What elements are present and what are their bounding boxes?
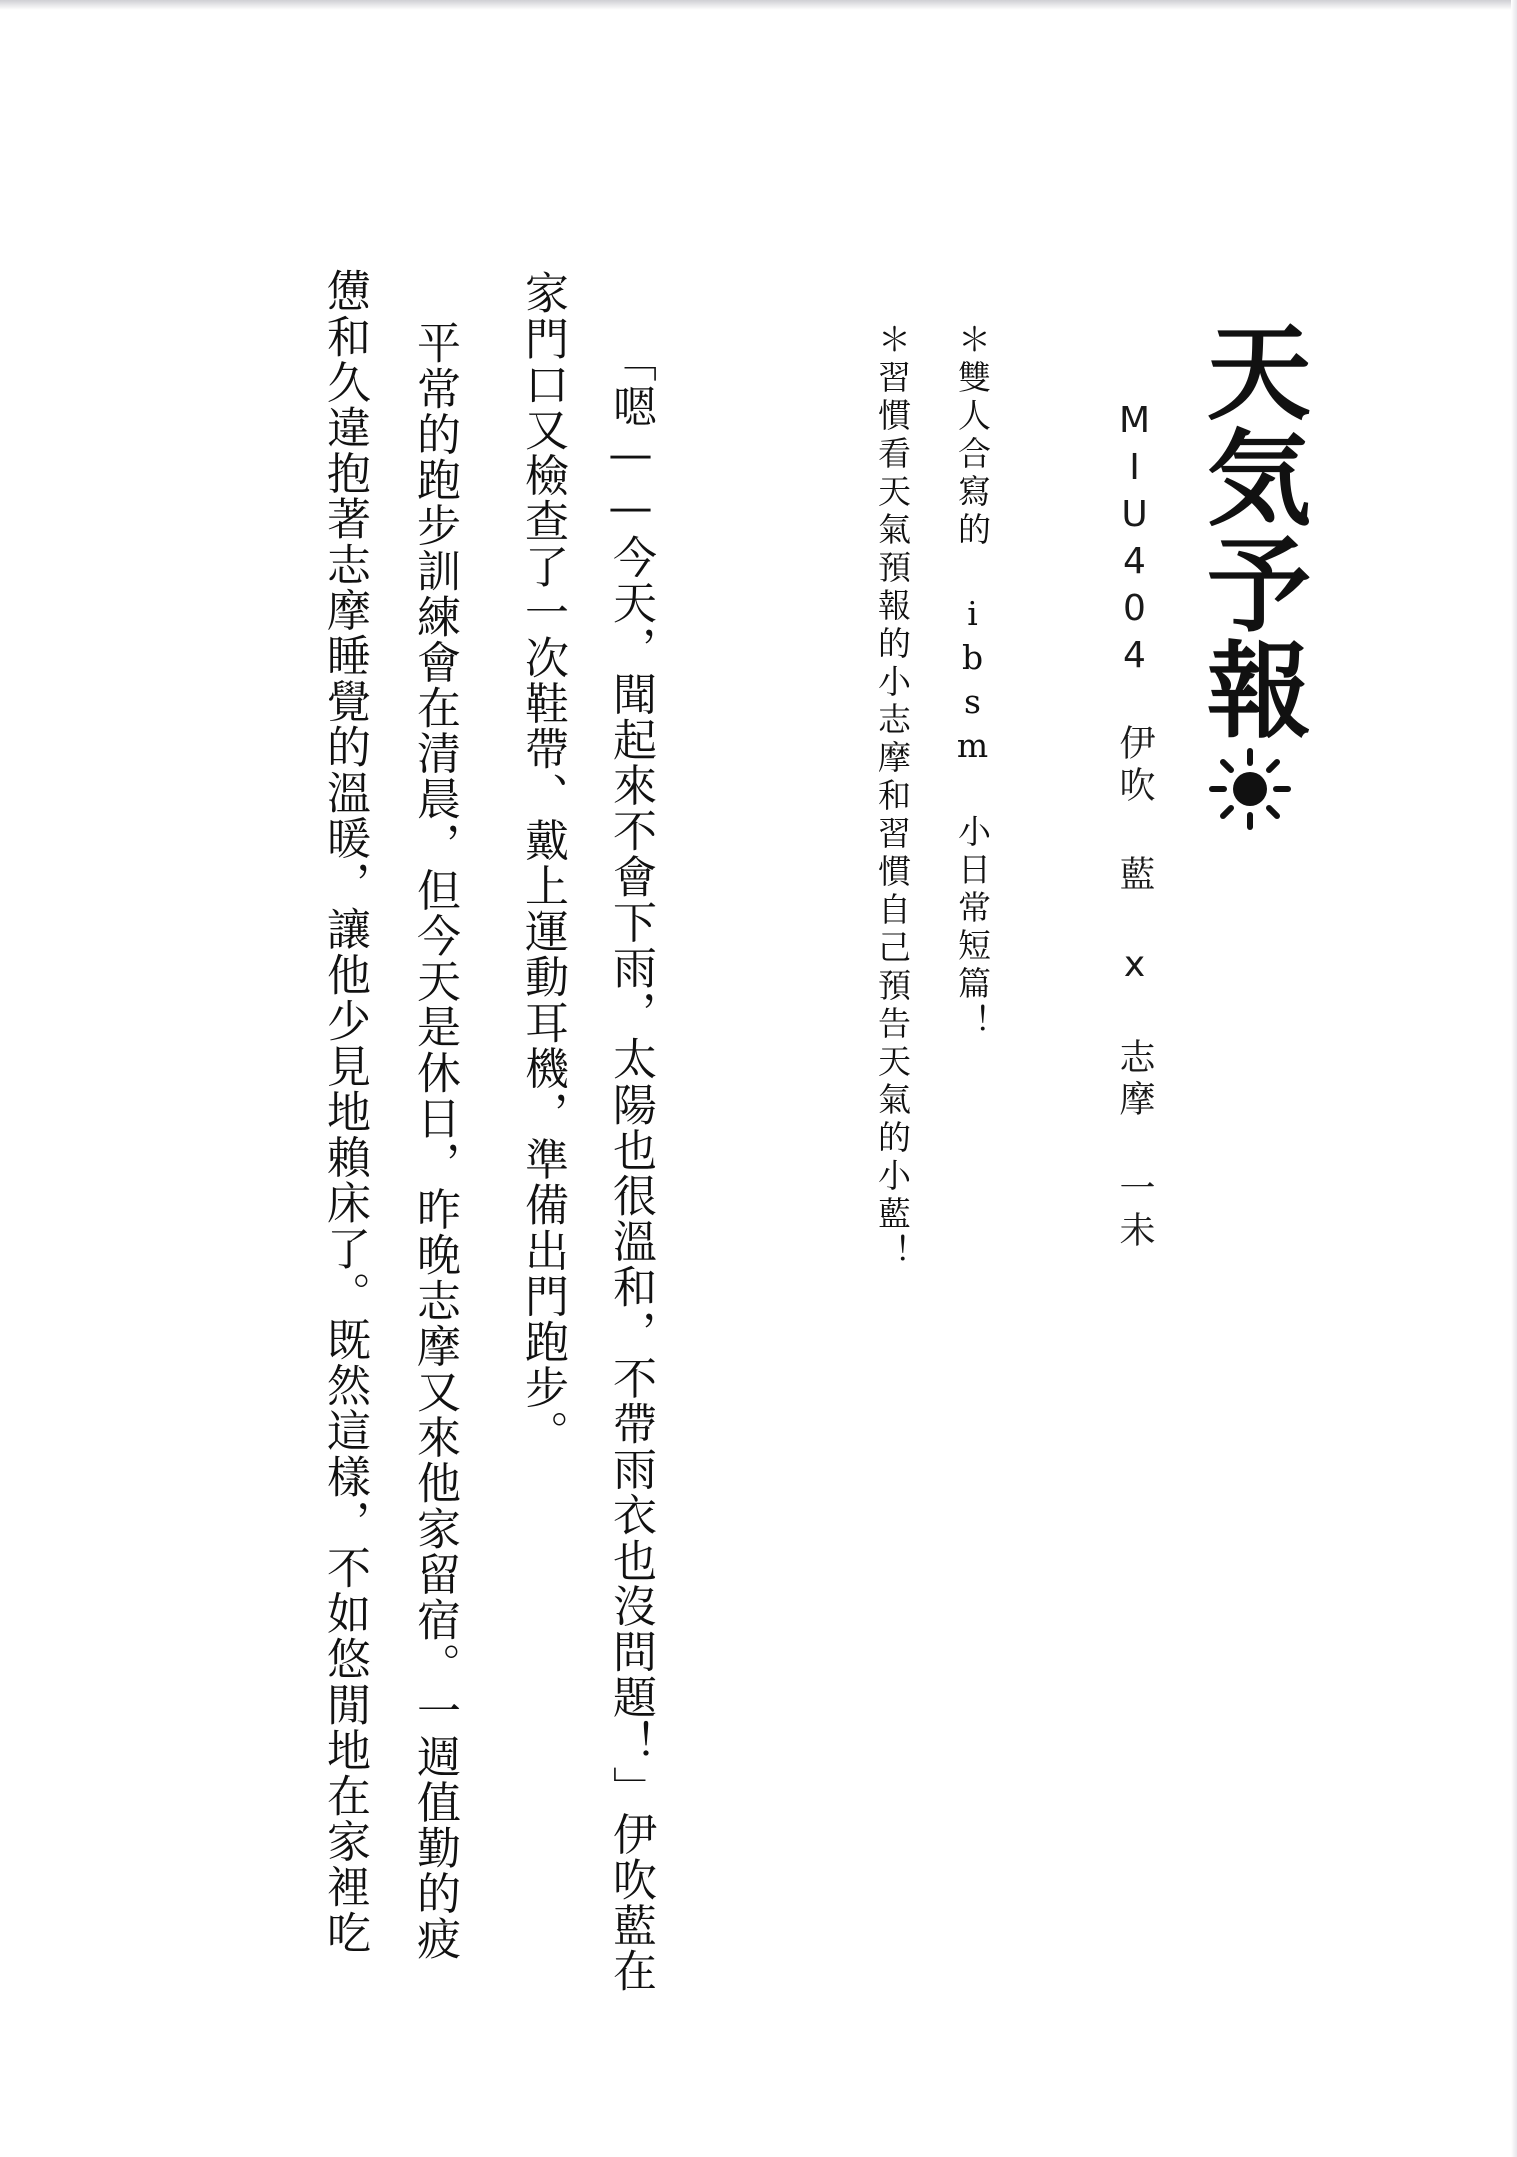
page-right-edge bbox=[1511, 0, 1517, 2157]
note-line-2: ＊習慣看天氣預報的小志摩和習慣自己預告天氣的小藍！ bbox=[873, 322, 912, 1272]
body-line-4: 憊和久違抱著志摩睡覺的溫暖，讓他少見地賴床了。既然這樣，不如悠閒地在家裡吃 bbox=[319, 268, 370, 1956]
body-line-1: 「嗯——今天，聞起來不會下雨，太陽也很溫和，不帶雨衣也沒問題！」伊吹藍在 bbox=[605, 338, 656, 1994]
body-line-3: 平常的跑步訓練會在清晨，但今天是休日，昨晚志摩又來他家留宿。一週值勤的疲 bbox=[409, 320, 460, 1962]
story-title: 天気予報 bbox=[1189, 318, 1311, 742]
note-line-1: ＊雙人合寫的 ibsm 小日常短篇！ bbox=[953, 322, 992, 1042]
page-top-edge bbox=[0, 0, 1517, 10]
story-subtitle: MIU404 伊吹 藍 x 志摩 一未 bbox=[1114, 400, 1155, 1253]
sun-icon bbox=[1206, 745, 1294, 833]
body-line-2: 家門口又檢查了一次鞋帶、戴上運動耳機，準備出門跑步。 bbox=[517, 270, 568, 1456]
